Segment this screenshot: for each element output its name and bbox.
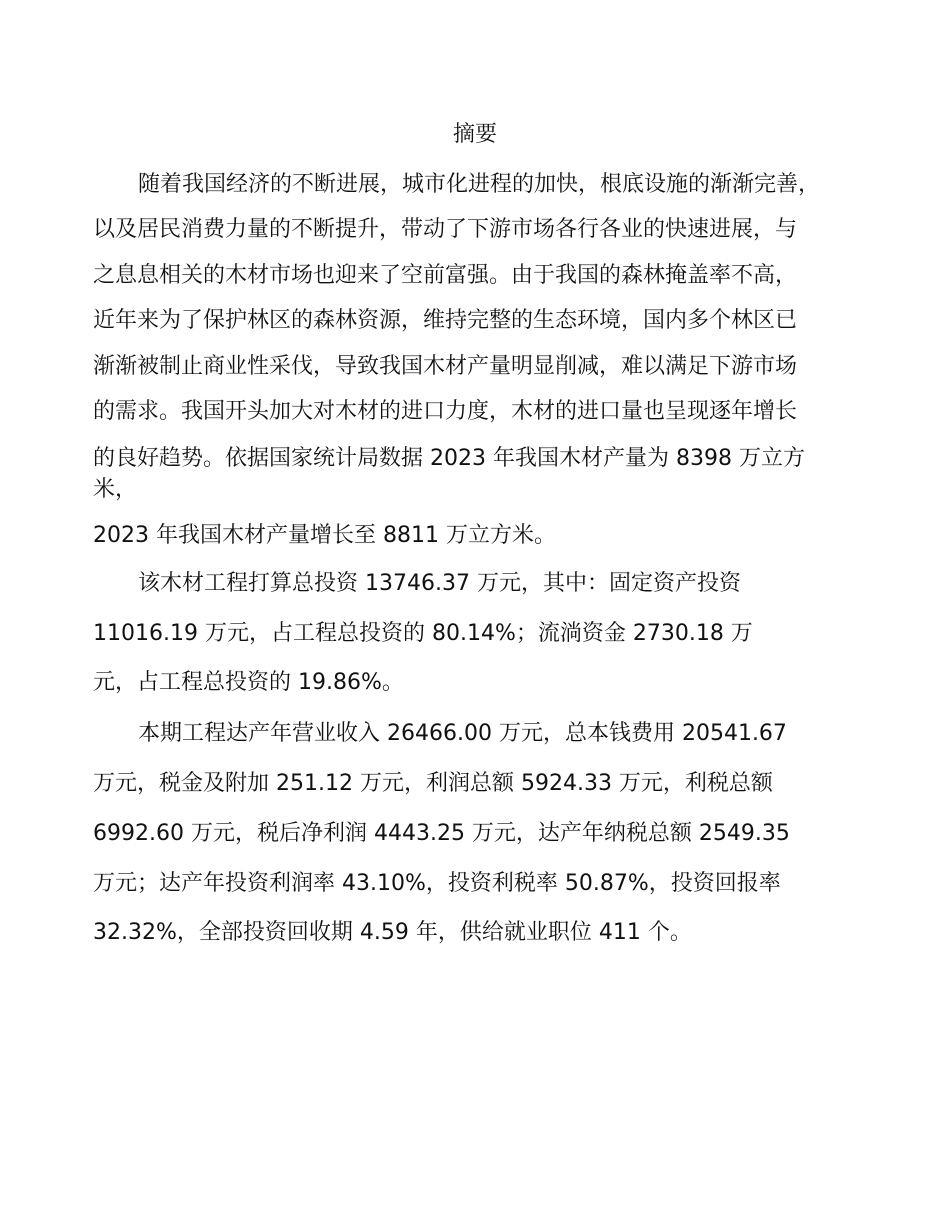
paragraph-1-line-9: 2023 年我国木材产量增长至 8811 万立方米。 [93,523,556,548]
paragraph-1-line-4: 近年来为了保护林区的森林资源，维持完整的生态环境，国内多个林区已 [93,308,798,333]
paragraph-1-line-6: 的需求。我国开头加大对木材的进口力度，木材的进口量也呈现逐年增长 [93,399,798,424]
paragraph-1-line-5: 渐渐被制止商业性采伐，导致我国木材产量明显削减，难以满足下游市场 [93,354,798,379]
paragraph-3-line-1: 本期工程达产年营业收入 26466.00 万元，总本钱费用 20541.67 [138,721,787,746]
paragraph-3-line-2: 万元，税金及附加 251.12 万元，利润总额 5924.33 万元，利税总额 [93,771,773,796]
paragraph-3-line-3: 6992.60 万元，税后净利润 4443.25 万元，达产年纳税总额 2549.35 [93,821,790,846]
paragraph-1-line-3: 之息息相关的木材市场也迎来了空前富强。由于我国的森林掩盖率不高， [93,263,798,288]
paragraph-2-line-2: 11016.19 万元，占工程总投资的 80.14%；流淌资金 2730.18 万 [93,621,753,646]
paragraph-2-line-1: 该木材工程打算总投资 13746.37 万元，其中：固定资产投资 [138,571,741,596]
paragraph-3-line-4: 万元；达产年投资利润率 43.10%，投资利税率 50.87%，投资回报率 [93,871,781,896]
paragraph-1-line-7: 的良好趋势。依据国家统计局数据 2023 年我国木材产量为 8398 万立方 [93,446,805,471]
paragraph-1-line-2: 以及居民消费力量的不断提升，带动了下游市场各行各业的快速进展，与 [93,217,798,242]
page-title: 摘要 [452,122,497,147]
paragraph-2-line-3: 元，占工程总投资的 19.86%。 [93,670,404,695]
paragraph-1-line-1: 随着我国经济的不断进展，城市化进程的加快，根底设施的渐渐完善， [138,172,821,197]
paragraph-1-line-8: 米， [93,477,138,502]
paragraph-3-line-5: 32.32%，全部投资回收期 4.59 年，供给就业职位 411 个。 [93,920,692,945]
